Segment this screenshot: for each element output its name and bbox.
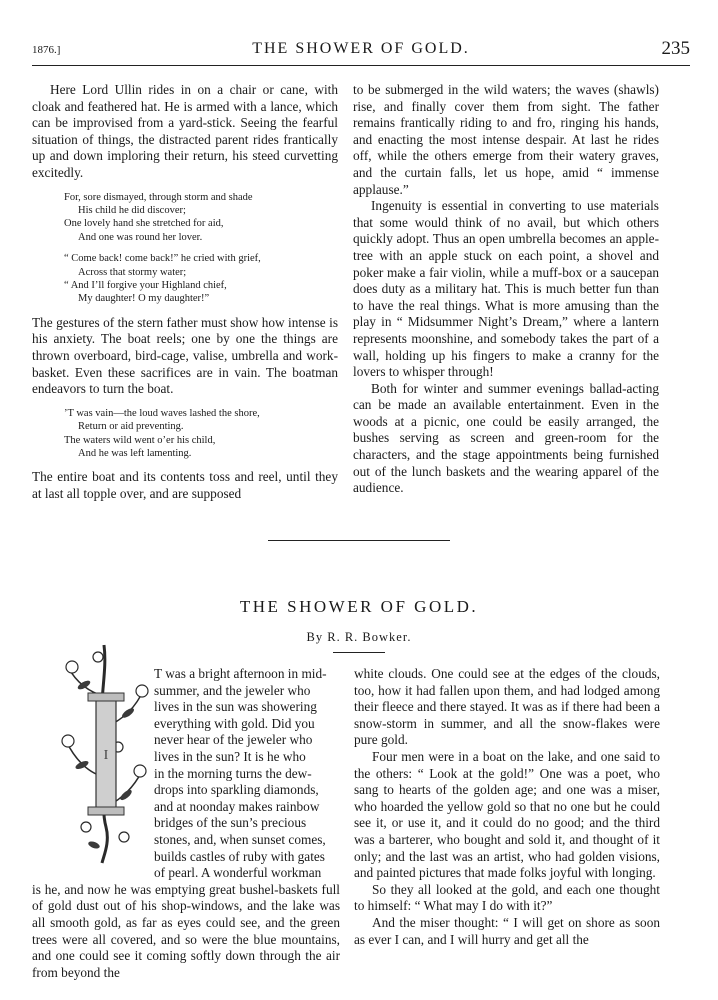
- paragraph: is he, and now he was emptying great bushel-baskets full of gold dust out of his shop-windows, and the lake was all smooth gold, as far as eyes could see, and the green trees were all covered, and so were the blue mountains, and one could see it coming softly down through the air from beyond the: [32, 881, 340, 980]
- paragraph: Here Lord Ullin rides in on a chair or cane, with cloak and feathered hat. He is armed with a lance, which can be improvised from a yard-stick. Seeing the fearful situation of things, the distracted parent rides frantically up and down imploring their return, his steed curvetting excitedly.: [32, 82, 338, 180]
- dropcap-line: stones, and, when sunset comes,: [154, 831, 326, 847]
- column-2: [353, 82, 659, 497]
- paragraph: The gestures of the stern father must show how intense is his anxiety. The boat reels; one by one the things are thrown overboard, bird-cage, valise, umbrella and work-basket. Even these sacrifices are in vain. The boatman endeavors to turn the boat.: [32, 314, 338, 397]
- dropcap-line: lives in the sun was showering: [154, 699, 317, 715]
- verse-line: “ Come back! come back!” he cried with grief,: [64, 253, 261, 265]
- verse-line: His child he did discover;: [78, 204, 186, 216]
- column-3: [32, 666, 340, 981]
- dropcap-line: drops into sparkling diamonds,: [154, 782, 319, 798]
- byline-rule: [333, 652, 385, 653]
- verse-line: The waters wild went o’er his child,: [64, 434, 216, 446]
- paragraph: Four men were in a boat on the lake, and one said to the others: “ Look at the gold!” One was a poet, who sang to hearts of the golden age; and one was a miser, who hoarded the yellow gold so that no one but he could see it, or use it, and it could do no good; and the third was a barterer, who bought and sold it, and thought of it only; and the last was an artist, who had golden visions, and painted pictures that made folks joyful with longing.: [354, 748, 660, 881]
- dropcap-line: lives in the sun? It is he who: [154, 748, 306, 764]
- verse-block: [64, 407, 338, 461]
- dropcap-line: never hear of the jeweler who: [154, 732, 313, 748]
- dropcap-line: and at noonday makes rainbow: [154, 798, 320, 814]
- dropcap-line: everything with gold. Did you: [154, 715, 315, 731]
- dropcap-line: in the morning turns the dew-: [154, 765, 312, 781]
- column-1: [32, 82, 338, 503]
- paragraph: The entire boat and its contents toss and reel, until they at last all topple over, and are supposed: [32, 469, 338, 501]
- page-number: 235: [661, 38, 690, 59]
- verse-line: Across that stormy water;: [78, 266, 187, 278]
- dropcap-line: T was a bright afternoon in mid-: [154, 666, 327, 681]
- page-header: [32, 38, 690, 62]
- paragraph: So they all looked at the gold, and each one thought to himself: “ What may I do with it?”: [354, 881, 660, 914]
- section-divider: [268, 540, 450, 541]
- verse-line: And he was left lamenting.: [78, 448, 192, 459]
- paragraph: And the miser thought: “ I will get on shore as soon as ever I can, and I will hurry and get all the: [354, 914, 660, 947]
- dropcap-line: bridges of the sun’s precious: [154, 815, 307, 831]
- verse-block: [64, 191, 338, 306]
- dropcap-line: summer, and the jeweler who: [154, 682, 311, 698]
- header-rule: [32, 65, 690, 66]
- verse-line: My daughter! O my daughter!”: [78, 293, 210, 305]
- dropcap-line: builds castles of ruby with gates: [154, 848, 325, 864]
- paragraph: Both for winter and summer evenings ballad-acting can be made an available entertainment. Even in the woods at a picnic, one could be easily arranged, the bushes serving as screen and green-room for the characters, and the stage appointments being furnished out of the lunch baskets and the wearing apparel of the audience.: [353, 380, 659, 496]
- column-4: [354, 666, 660, 948]
- verse-line: ’T was vain—the loud waves lashed the shore,: [64, 407, 260, 419]
- story-title: THE SHOWER OF GOLD.: [239, 597, 479, 616]
- paragraph: white clouds. One could see at the edges of the clouds, too, how it had fallen upon them, and had lodged among their fleece and there stayed. It was as if there had been a snow-storm in summer, and all the snow-flakes were pure gold.: [354, 666, 660, 748]
- paragraph: to be submerged in the wild waters; the waves (shawls) rise, and finally cover them from sight. The father remains frantically riding to and fro, ringing his hands, and enacting the most intense despair. At last he rides off, while the others emerge from their watery graves, and the curtain falls, let us hope, amid “ immense applause.”: [353, 82, 659, 197]
- verse-line: One lovely hand she stretched for aid,: [64, 218, 224, 230]
- verse-line: “ And I’ll forgive your Highland chief,: [64, 280, 227, 291]
- verse-line: And one was round her lover.: [78, 231, 203, 243]
- dropcap-letter: I: [103, 748, 109, 763]
- verse-line: Return or aid preventing.: [78, 421, 184, 433]
- header-year: 1876.]: [32, 44, 61, 56]
- paragraph: Ingenuity is essential in converting to use materials that some would think of no avail, but which others quickly adopt. Thus an open umbrella becomes an apple-tree with an apple stuck on each point, a shovel and poker make a fair violin, while a muff-box or a saucepan does duty as a military hat. This is much better fun than to have the real things. What is more amusing than the play in “ Midsummer Night’s Dream,” where a lantern represents moonshine, and somebody takes the part of a wall, holding up his fingers to make a cranny for the lovers to whisper through!: [353, 198, 659, 380]
- verse-line: For, sore dismayed, through storm and shade: [64, 191, 253, 203]
- dropcap-line: of pearl. A wonderful workman: [154, 865, 322, 881]
- header-title: THE SHOWER OF GOLD.: [252, 40, 470, 57]
- stanza-gap: [64, 244, 338, 252]
- byline: By R. R. Bowker.: [306, 630, 412, 644]
